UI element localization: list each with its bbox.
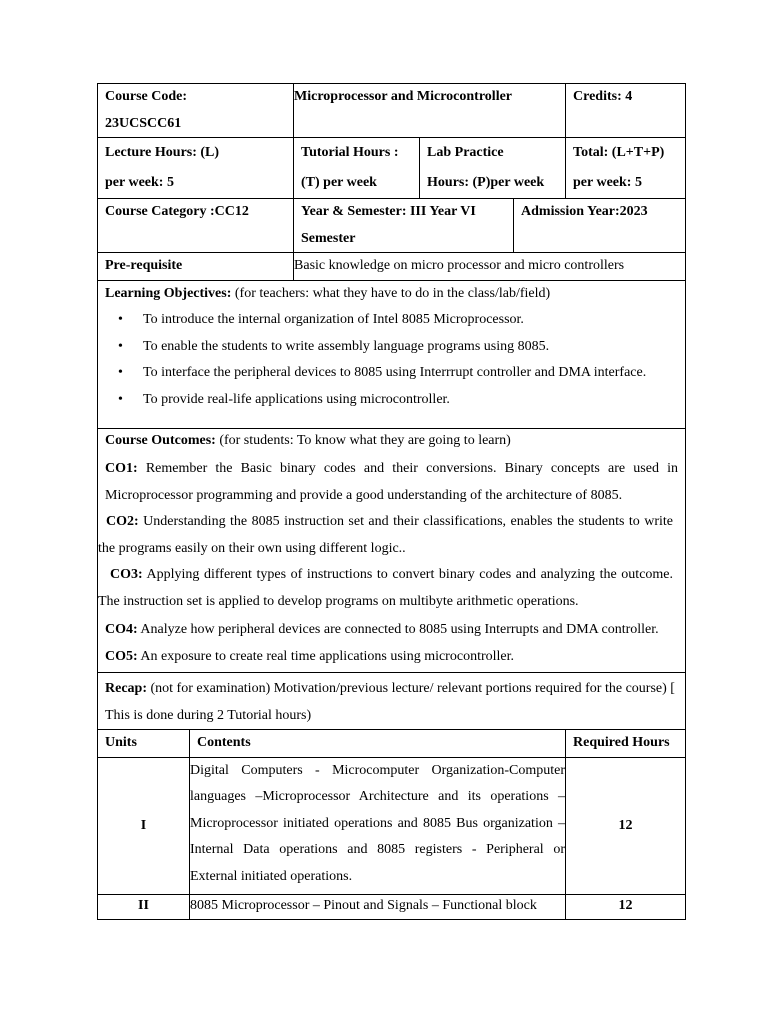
- unit-number-cell: [98, 895, 190, 920]
- category-row: [98, 199, 686, 253]
- contents-header-label: Contents: [197, 735, 251, 750]
- table-row: [98, 895, 686, 920]
- credits: Credits: 4: [573, 89, 633, 104]
- units-header-row: [98, 730, 686, 758]
- learning-objectives-cell: [98, 280, 686, 429]
- outcome-text: Analyze how peripheral devices are connected to 8085 using Interrupts and DMA controller.: [137, 622, 659, 637]
- unit-contents-cell: [190, 895, 566, 920]
- lab-practice-line1: Lab Practice: [427, 145, 504, 160]
- tutorial-hours-line2: (T) per week: [301, 175, 377, 190]
- year-semester-line2: Semester: [301, 230, 356, 246]
- outcome-text: Understanding the 8085 instruction set and their classifications, enables the students to write the programs easily on their own using different logic..: [98, 514, 674, 556]
- required-hours-header: [566, 730, 686, 758]
- unit-number-cell: [98, 757, 190, 895]
- lecture-hours-line1: Lecture Hours: (L): [105, 145, 220, 160]
- course-info-row: [98, 84, 686, 138]
- tutorial-hours-line1: Tutorial Hours :: [301, 145, 399, 160]
- course-outcomes-cell: [98, 429, 686, 673]
- total-hours-cell: [566, 138, 686, 199]
- course-code-label: Course Code:: [105, 89, 188, 104]
- prerequisite-label-cell: [98, 253, 294, 281]
- outcome-text: Applying different types of instructions to convert binary codes and analyzing the outcome. The instruction set is applied to develop programs on multibyte arithmetic operations.: [98, 567, 674, 609]
- outcome-co1: [98, 456, 685, 509]
- table-row: [98, 757, 686, 895]
- outcome-code: CO4:: [105, 622, 138, 637]
- objective-item: • To introduce the internal organization of Intel 8085 Microprocessor.: [98, 307, 685, 334]
- course-code-value: 23UCSCC61: [105, 115, 182, 131]
- unit-contents: 8085 Microprocessor – Pinout and Signals – Functional block: [190, 898, 537, 913]
- unit-contents-cell: [190, 757, 566, 895]
- course-title-cell: [294, 84, 566, 138]
- course-outcomes-note: (for students: To know what they are going to learn): [215, 433, 511, 448]
- unit-hours-cell: [566, 757, 686, 895]
- hours-row: [98, 138, 686, 199]
- total-hours-line1: Total: (L+T+P): [573, 145, 665, 160]
- learning-objectives-row: [98, 280, 686, 429]
- course-outcomes-label: Course Outcomes:: [105, 433, 216, 448]
- units-header: [98, 730, 190, 758]
- year-semester-cell: [294, 199, 514, 253]
- admission-year: Admission Year:2023: [521, 204, 648, 219]
- learning-objectives-list: [98, 307, 685, 428]
- learning-objectives-note: (for teachers: what they have to do in the class/lab/field): [231, 285, 551, 301]
- outcome-co3: [98, 562, 685, 615]
- credits-cell: [566, 84, 686, 138]
- recap-label: Recap:: [105, 681, 147, 696]
- outcome-code: CO1:: [105, 461, 138, 476]
- recap-cell: [98, 673, 686, 730]
- total-hours-line2: per week: 5: [573, 175, 642, 190]
- outcome-code: CO3:: [110, 567, 143, 582]
- unit-hours: 12: [618, 898, 633, 913]
- learning-objectives-label: Learning Objectives:: [105, 285, 232, 301]
- contents-header: [190, 730, 566, 758]
- course-outcomes-row: [98, 429, 686, 673]
- objective-item: • To interface the peripheral devices to 8085 using Interrrupt controller and DMA interface.: [98, 360, 685, 387]
- year-semester-line1: Year & Semester: III Year VI: [301, 204, 476, 219]
- unit-hours: 12: [618, 817, 633, 833]
- course-code-cell: [98, 84, 294, 138]
- course-category: Course Category :CC12: [105, 204, 249, 219]
- lecture-hours-cell: [98, 138, 294, 199]
- unit-number: I: [140, 817, 147, 833]
- outcome-code: CO5:: [105, 648, 138, 664]
- required-hours-header-label: Required Hours: [573, 735, 670, 750]
- unit-contents: Digital Computers - Microcomputer Organization-Computer languages –Microprocessor Architecture and its operations – Microprocessor initiated operations and 8085 Bus organization – Internal Data operations and 8085 registers - Peripheral or External initiated operations.: [190, 762, 566, 884]
- learning-objectives-heading: [98, 281, 685, 308]
- course-category-cell: [98, 199, 294, 253]
- unit-number: II: [138, 898, 149, 913]
- recap-row: [98, 673, 686, 730]
- course-outcomes-heading: [98, 429, 685, 456]
- lab-practice-line2: Hours: (P)per week: [427, 175, 545, 190]
- outcome-co2: [98, 509, 685, 562]
- recap-text: (not for examination) Motivation/previous lecture/ relevant portions required for the course) [ This is done during 2 Tutorial hours): [105, 681, 675, 723]
- objective-item: • To provide real-life applications using microcontroller.: [98, 387, 685, 414]
- units-header-label: Units: [105, 735, 137, 750]
- objective-item: • To enable the students to write assembly language programs using 8085.: [98, 334, 685, 361]
- admission-year-cell: [514, 199, 686, 253]
- outcome-text: An exposure to create real time applications using microcontroller.: [137, 648, 514, 664]
- course-syllabus-table: [97, 83, 686, 920]
- outcome-text: Remember the Basic binary codes and their conversions. Binary concepts are used in Microprocessor programming and provide a good understanding of the architecture of 8085.: [105, 461, 679, 503]
- prerequisite-value: Basic knowledge on micro processor and micro controllers: [294, 258, 625, 273]
- course-title: Microprocessor and Microcontroller: [294, 89, 513, 104]
- unit-hours-cell: [566, 895, 686, 920]
- outcome-co4: [98, 615, 685, 644]
- prerequisite-value-cell: [294, 253, 686, 281]
- outcome-co5: [98, 644, 685, 671]
- tutorial-hours-cell: [294, 138, 420, 199]
- lecture-hours-line2: per week: 5: [105, 175, 174, 190]
- prerequisite-label: Pre-requisite: [105, 258, 183, 273]
- prerequisite-row: [98, 253, 686, 281]
- outcome-code: CO2:: [106, 514, 139, 529]
- lab-practice-cell: [420, 138, 566, 199]
